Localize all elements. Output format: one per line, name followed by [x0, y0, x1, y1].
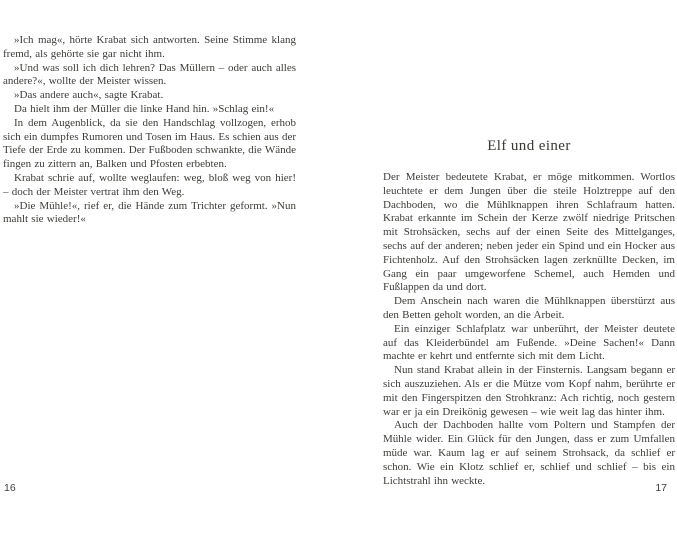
paragraph: »Ich mag«, hörte Krabat sich antworten. Seine Stimme klang fremd, als gehörte sie gar nicht ihm.	[3, 34, 296, 60]
chapter-title: Elf und einer	[487, 138, 571, 154]
paragraph: Auch der Dachboden hallte vom Poltern und Stampfen der Mühle wider. Ein Glück für den Jungen, dass er zum Umfallen müde war. Kaum lag er auf seinem Strohsack, da schlief er schon. Wie ein Klotz schlief er, schlief und schlief – bis ein Lichtstrahl ihn weckte.	[383, 419, 675, 487]
paragraph: Ein einziger Schlafplatz war unberührt, der Meister deutete auf das Kleiderbündel am Fußende. »Deine Sachen!« Dann machte er kehrt und entfernte sich mit dem Licht.	[383, 322, 675, 363]
paragraph: Krabat schrie auf, wollte weglaufen: weg, bloß weg von hier! – doch der Meister vertrat ihm den Weg.	[3, 171, 296, 198]
page-number-right: 17	[655, 482, 667, 494]
paragraph: »Und was soll ich dich lehren? Das Müllern – oder auch alles andere?«, wollte der Meister wissen.	[3, 61, 296, 88]
paragraph: Nun stand Krabat allein in der Finsternis. Langsam begann er sich auszuziehen. Als er die Mütze vom Kopf nahm, berührte er mit den Fingerspitzen den Strohkranz: Ach richtig, noch gestern war er ja ein Dreikönig gewesen – wie weit lag das hinter ihm.	[383, 364, 675, 418]
page-left	[3, 34, 296, 227]
paragraph: Da hielt ihm der Müller die linke Hand hin. »Schlag ein!«	[14, 102, 275, 115]
paragraph: »Die Mühle!«, rief er, die Hände zum Trichter geformt. »Nun mahlt sie wieder!«	[3, 199, 296, 226]
page-number-left: 16	[4, 482, 16, 494]
left-text-block	[3, 34, 296, 227]
paragraph: In dem Augenblick, da sie den Handschlag vollzogen, erhob sich ein dumpfes Rumoren und Tosen im Haus. Es schien aus der Tiefe der Erde zu kommen. Der Fußboden schwankte, die Wände fingen zu zittern an, Balken und Pfosten erbebten.	[3, 116, 296, 171]
page-right	[383, 138, 675, 488]
paragraph: Der Meister bedeutete Krabat, er möge mitkommen. Wortlos leuchtete er dem Jungen über die steile Holztreppe auf den Dachboden, wo die Mühlknappen ihren Schlafraum hatten. Krabat erkannte im Schein der Kerze zwölf niedrige Pritschen mit Strohsäcken, sechs auf der einen Seite des Mittelganges, sechs auf der anderen; neben jeder ein Spind und ein Hocker aus Fichtenholz. Auf den Strohsäcken lagen zerknüllte Decken, im Gang ein paar umgeworfene Schemel, auch Hemden und Fußlappen da und dort.	[383, 171, 675, 294]
paragraph: »Das andere auch«, sagte Krabat.	[14, 89, 164, 102]
paragraph: Dem Anschein nach waren die Mühlknappen überstürzt aus den Betten geholt worden, an die Arbeit.	[383, 295, 675, 321]
right-text-block	[383, 171, 675, 488]
